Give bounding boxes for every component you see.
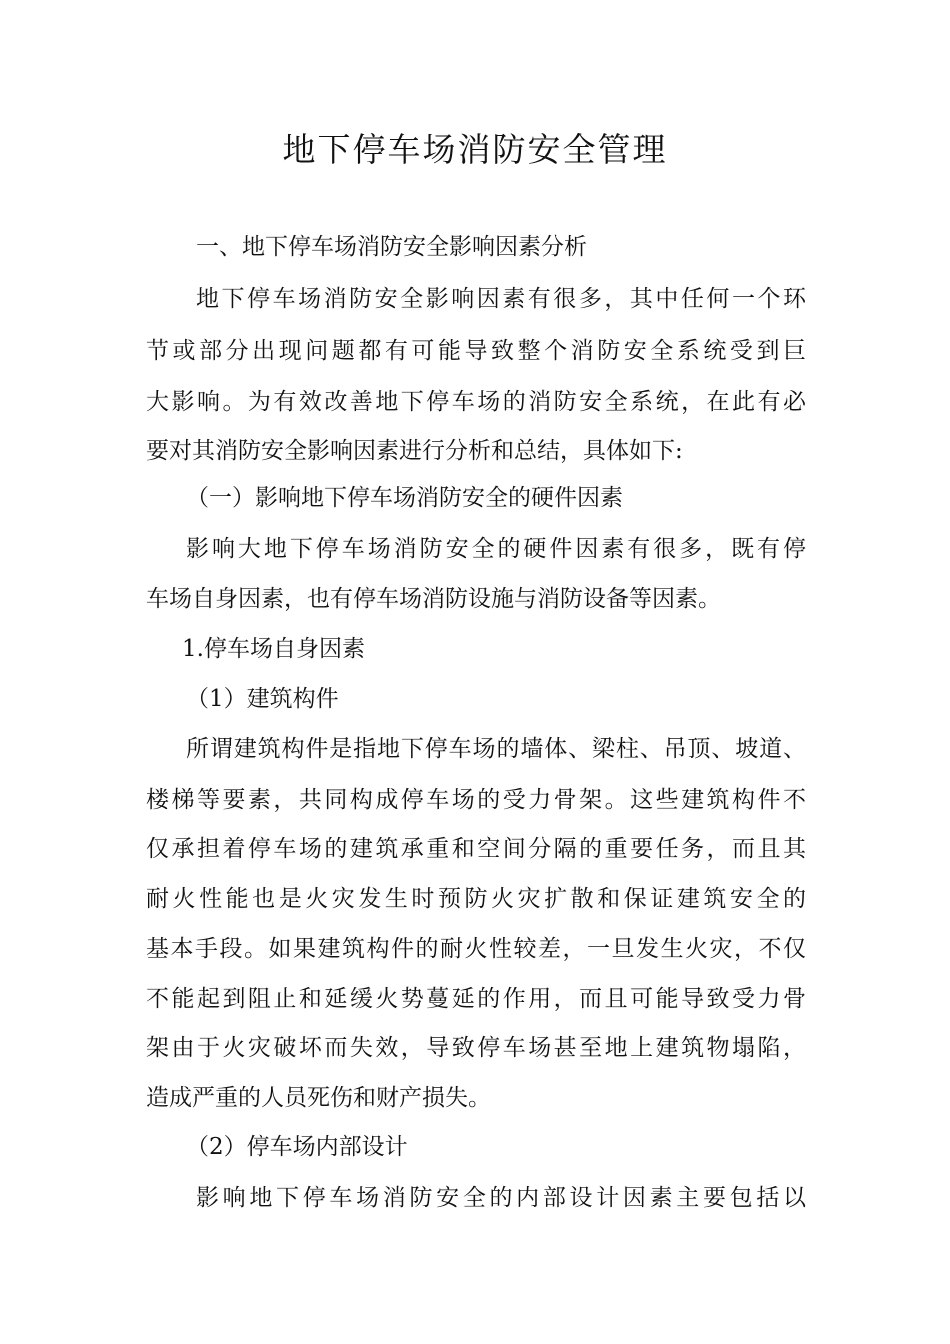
paragraph-line: 耐火性能也是火灾发生时预防火灾扩散和保证建筑安全的 <box>146 886 806 912</box>
item-heading: 1.停车场自身因素 <box>182 636 365 662</box>
paragraph-line: 大影响。为有效改善地下停车场的消防安全系统，在此有必 <box>146 389 806 415</box>
item-heading: （1）建筑构件 <box>186 686 339 712</box>
paragraph-line: 车场自身因素，也有停车场消防设施与消防设备等因素。 <box>146 586 721 612</box>
paragraph-line: 架由于火灾破坏而失效，导致停车场甚至地上建筑物塌陷， <box>146 1035 806 1061</box>
document-title: 地下停车场消防安全管理 <box>282 130 668 169</box>
section-heading-1: 一、地下停车场消防安全影响因素分析 <box>196 234 587 260</box>
paragraph-line: 节或部分出现问题都有可能导致整个消防安全系统受到巨 <box>146 338 806 364</box>
item-heading: （2）停车场内部设计 <box>186 1134 408 1160</box>
paragraph-line: 要对其消防安全影响因素进行分析和总结，具体如下: <box>146 438 683 464</box>
paragraph-line: 影响大地下停车场消防安全的硬件因素有很多，既有停 <box>186 536 806 562</box>
paragraph-line: 所谓建筑构件是指地下停车场的墙体、梁柱、吊顶、坡道、 <box>186 736 806 762</box>
paragraph-line: 影响地下停车场消防安全的内部设计因素主要包括以 <box>196 1185 806 1211</box>
paragraph-line: 楼梯等要素，共同构成停车场的受力骨架。这些建筑构件不 <box>146 787 806 813</box>
paragraph-line: 仅承担着停车场的建筑承重和空间分隔的重要任务，而且其 <box>146 836 806 862</box>
paragraph-line: 基本手段。如果建筑构件的耐火性较差，一旦发生火灾，不仅 <box>146 936 806 962</box>
paragraph-line: 地下停车场消防安全影响因素有很多，其中任何一个环 <box>196 286 806 312</box>
paragraph-line: 造成严重的人员死伤和财产损失。 <box>146 1085 491 1111</box>
subsection-heading: （一）影响地下停车场消防安全的硬件因素 <box>186 485 623 511</box>
paragraph-line: 不能起到阻止和延缓火势蔓延的作用，而且可能导致受力骨 <box>146 986 806 1012</box>
